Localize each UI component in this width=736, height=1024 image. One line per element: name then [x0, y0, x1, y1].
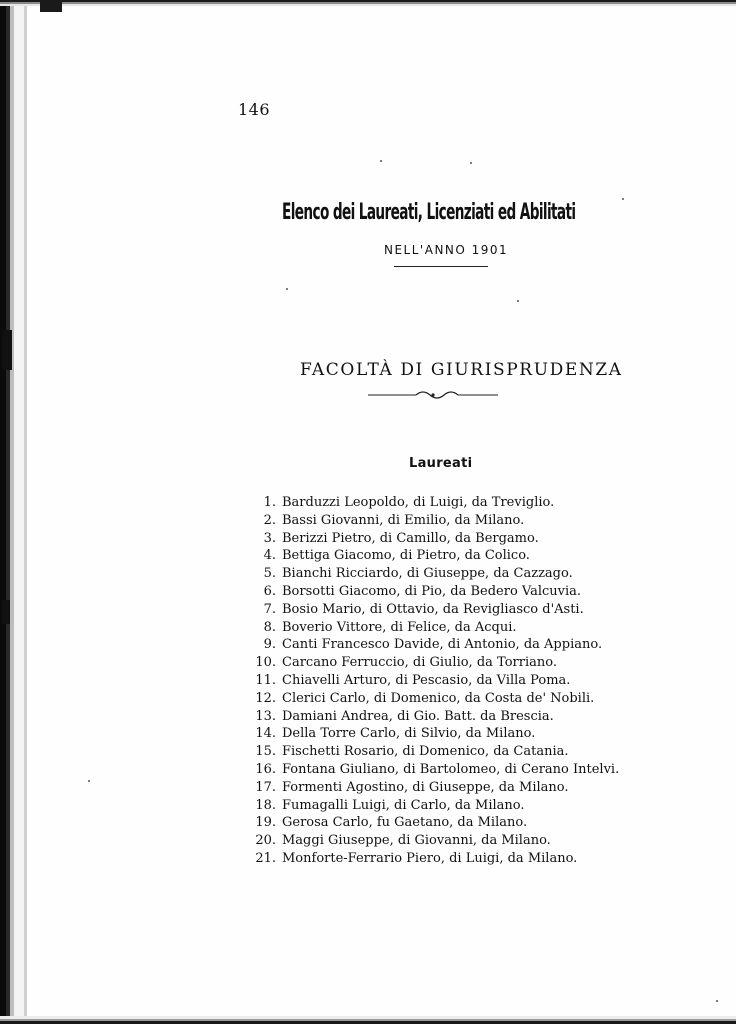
scan-speck — [380, 160, 382, 162]
list-item — [244, 530, 644, 548]
list-item-number: 21. — [255, 850, 276, 866]
list-item-number: 11. — [255, 672, 276, 688]
list-item-text: Formenti Agostino, di Giuseppe, da Milano. — [282, 779, 569, 795]
page-title: Elenco dei Laureati, Licenziati ed Abilitati — [282, 200, 576, 225]
list-item-text: Bassi Giovanni, di Emilio, da Milano. — [282, 512, 525, 528]
list-item-text: Della Torre Carlo, di Silvio, da Milano. — [282, 726, 536, 742]
list-item-number: 9. — [263, 637, 276, 653]
list-item — [244, 619, 644, 637]
list-item-text: Boverio Vittore, di Felice, da Acqui. — [282, 619, 517, 635]
list-item-text: Fontana Giuliano, di Bartolomeo, di Cerano Intelvi. — [282, 761, 620, 777]
list-item-number: 1. — [263, 495, 276, 510]
section-heading: Laureati — [409, 456, 473, 471]
list-item-text: Fumagalli Luigi, di Carlo, da Milano. — [282, 797, 525, 813]
list-item — [244, 690, 644, 708]
bottom-scan-edge — [0, 1016, 736, 1024]
scan-speck — [517, 300, 519, 302]
scan-speck — [286, 288, 288, 290]
list-item — [244, 636, 644, 654]
scan-speck — [622, 198, 624, 200]
top-scan-edge — [0, 0, 736, 6]
page-subtitle: NELL'ANNO 1901 — [384, 243, 509, 257]
list-item — [244, 850, 644, 868]
list-item — [244, 547, 644, 565]
list-item-text: Berizzi Pietro, di Camillo, da Bergamo. — [282, 530, 539, 546]
list-item-number: 4. — [263, 548, 276, 564]
list-item — [244, 565, 644, 583]
list-item-text: Fischetti Rosario, di Domenico, da Catania. — [282, 744, 569, 760]
graduates-list — [244, 494, 644, 868]
scan-speck — [88, 780, 90, 782]
list-item-number: 10. — [255, 655, 276, 671]
list-item-number: 18. — [255, 797, 276, 813]
list-item-number: 12. — [255, 690, 276, 706]
list-item-text: Clerici Carlo, di Domenico, da Costa de' Nobili. — [282, 690, 595, 706]
scan-speck — [716, 1000, 718, 1002]
list-item — [244, 779, 644, 797]
list-item-text: Barduzzi Leopoldo, di Luigi, da Treviglio. — [282, 495, 555, 510]
top-scan-notch — [40, 0, 62, 12]
list-item — [244, 814, 644, 832]
list-item — [244, 494, 644, 512]
scan-speck — [470, 162, 472, 164]
list-item — [244, 708, 644, 726]
list-item-number: 6. — [263, 583, 276, 599]
list-item — [244, 654, 644, 672]
list-item-number: 7. — [263, 601, 276, 617]
list-item-number: 2. — [263, 512, 276, 528]
book-spine-shadow — [0, 0, 24, 1024]
list-item-text: Canti Francesco Davide, di Antonio, da Appiano. — [282, 637, 603, 653]
list-item-text: Borsotti Giacomo, di Pio, da Bedero Valcuvia. — [282, 583, 582, 599]
list-item-number: 3. — [263, 530, 276, 546]
list-item-text: Bianchi Ricciardo, di Giuseppe, da Cazzago. — [282, 566, 573, 582]
list-item — [244, 761, 644, 779]
list-item-number: 17. — [255, 779, 276, 795]
list-item-number: 19. — [255, 815, 276, 831]
list-item-number: 5. — [263, 566, 276, 582]
spine-mark — [2, 600, 10, 624]
list-item-text: Carcano Ferruccio, di Giulio, da Torriano. — [282, 655, 557, 671]
spine-edge — [24, 0, 27, 1024]
list-item-text: Bosio Mario, di Ottavio, da Revigliasco d'Asti. — [282, 601, 584, 617]
list-item-text: Bettiga Giacomo, di Pietro, da Colico. — [282, 548, 530, 564]
list-item-number: 15. — [255, 744, 276, 760]
list-item-number: 8. — [263, 619, 276, 635]
list-item — [244, 583, 644, 601]
page-number: 146 — [238, 100, 271, 119]
list-item-text: Chiavelli Arturo, di Pescasio, da Villa Poma. — [282, 672, 571, 688]
ornament-divider-icon — [368, 388, 498, 402]
list-item — [244, 832, 644, 850]
spine-mark — [2, 330, 12, 370]
list-item-text: Gerosa Carlo, fu Gaetano, da Milano. — [282, 815, 528, 831]
list-item — [244, 672, 644, 690]
list-item-number: 20. — [255, 833, 276, 849]
list-item-number: 13. — [255, 708, 276, 724]
list-item — [244, 601, 644, 619]
list-item — [244, 512, 644, 530]
faculty-heading: FACOLTÀ DI GIURISPRUDENZA — [300, 360, 623, 380]
list-item-text: Maggi Giuseppe, di Giovanni, da Milano. — [282, 833, 551, 849]
list-item-number: 16. — [255, 761, 276, 777]
list-item-text: Damiani Andrea, di Gio. Batt. da Brescia. — [282, 708, 554, 724]
list-item-number: 14. — [255, 726, 276, 742]
list-item — [244, 725, 644, 743]
title-rule — [394, 266, 488, 267]
list-item — [244, 797, 644, 815]
list-item-text: Monforte-Ferrario Piero, di Luigi, da Milano. — [282, 850, 578, 866]
list-item — [244, 743, 644, 761]
